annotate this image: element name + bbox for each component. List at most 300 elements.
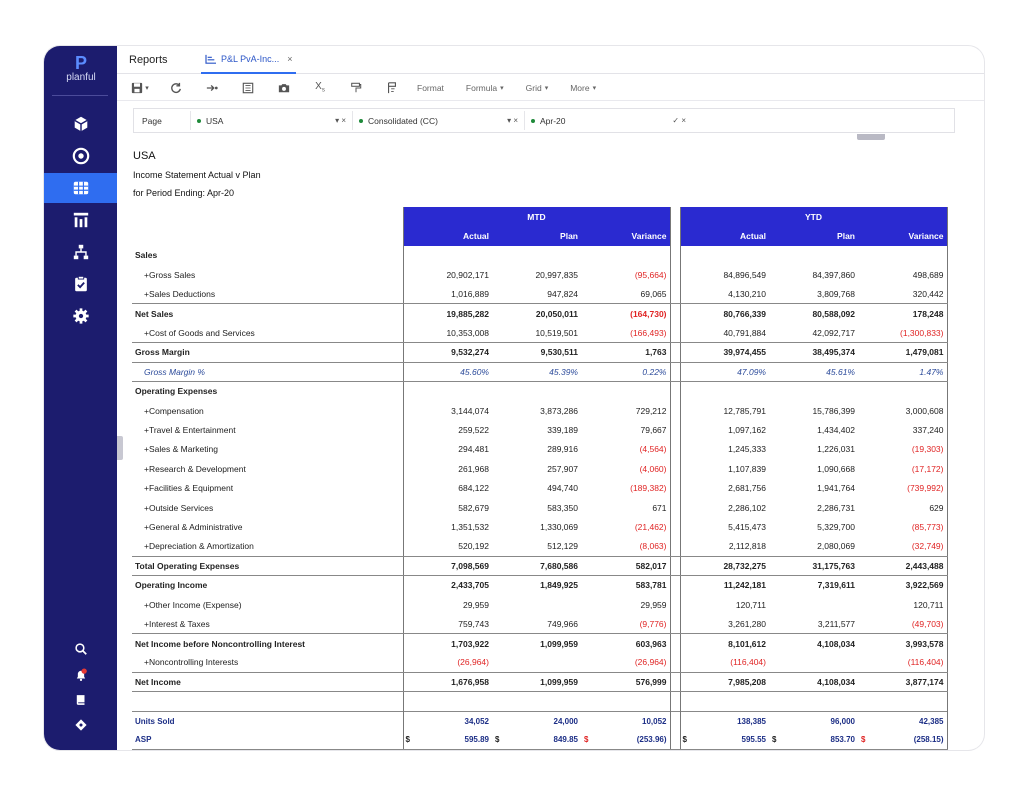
value-cell (492, 517, 581, 536)
cell-value: 629 (929, 502, 944, 513)
value-cell (769, 498, 858, 517)
row-label: +Other Income (Expense) (144, 599, 242, 610)
value-cell (581, 575, 670, 594)
cell-value: 1,434,402 (817, 424, 855, 435)
cell-value: (32,749) (911, 541, 944, 552)
cell-value: 2,433,705 (451, 580, 489, 591)
column-header: Actual (680, 226, 769, 245)
value-cell (769, 323, 858, 342)
cell-value: 2,080,069 (817, 541, 855, 552)
cell-value: 96,000 (830, 716, 855, 726)
book-icon (74, 693, 88, 707)
sidebar-item-dashboards[interactable] (44, 205, 117, 235)
value-cell (680, 246, 769, 265)
value-cell (581, 711, 670, 730)
income-statement-table (132, 207, 948, 750)
row-label: Net Income (132, 672, 403, 691)
insert-button[interactable] (201, 78, 223, 98)
report-entity: USA (133, 150, 156, 162)
cell-value: (116,404) (907, 657, 944, 668)
cell-value: 947,824 (547, 289, 578, 299)
topbar (117, 46, 984, 74)
group-gap (670, 634, 680, 653)
row-label: +Noncontrolling Interests (132, 653, 403, 672)
value-cell (858, 362, 947, 381)
grid-menu[interactable] (526, 83, 549, 93)
value-cell (581, 672, 670, 691)
sidebar-item-reports[interactable] (44, 173, 117, 203)
sidebar-item-target[interactable] (44, 141, 117, 171)
table-row (132, 440, 947, 459)
value-cell (769, 304, 858, 323)
row-label: ASP (132, 731, 403, 750)
value-cell (858, 440, 947, 459)
cell-value: 28,732,275 (723, 560, 766, 571)
value-cell (403, 382, 492, 401)
filter-value: Consolidated (CC) (368, 115, 438, 126)
cell-value: 1,097,162 (728, 424, 766, 435)
value-cell (492, 653, 581, 672)
report-header (133, 150, 261, 206)
value-cell (403, 362, 492, 381)
cell-value: 853.70 (830, 735, 855, 745)
group-gap (670, 653, 680, 672)
value-cell (403, 614, 492, 633)
value-cell (858, 401, 947, 420)
table-row (132, 304, 947, 323)
table-row (132, 459, 947, 478)
spacer-row (132, 692, 947, 711)
grid-icon (72, 179, 90, 197)
value-cell (769, 653, 858, 672)
cell-value: (26,964) (457, 657, 489, 668)
column-header: Actual (403, 226, 492, 245)
cell-value: 595.55 (741, 735, 766, 745)
value-cell (492, 537, 581, 556)
cell-value: 7,680,586 (540, 560, 578, 571)
group-header-mtd: MTD (403, 207, 670, 226)
sidebar (44, 46, 117, 750)
value-cell (769, 711, 858, 730)
bell-icon (74, 668, 88, 682)
cell-value: 20,997,835 (535, 269, 578, 280)
currency-symbol: $ (682, 735, 687, 745)
planful-logo[interactable] (58, 54, 104, 84)
subscript-x: X (315, 81, 322, 93)
value-cell (680, 285, 769, 304)
value-cell (581, 362, 670, 381)
cell-value: 1,763 (645, 347, 667, 358)
cell-value: 759,743 (458, 618, 489, 629)
fit-icon (242, 82, 254, 94)
row-label: +Cost of Goods and Services (132, 323, 403, 342)
cell-value: 12,785,791 (723, 405, 766, 416)
cell-value: 261,968 (458, 463, 489, 474)
status-dot (359, 119, 363, 123)
table-row (132, 731, 947, 750)
cell-value: 1,107,839 (728, 463, 766, 474)
value-cell (680, 382, 769, 401)
cell-value: 339,189 (547, 424, 578, 435)
value-cell (492, 304, 581, 323)
cell-value: 15,786,399 (812, 405, 855, 416)
format-painter-icon (386, 82, 398, 94)
cell-value: (85,773) (911, 521, 944, 532)
value-cell (680, 731, 769, 750)
row-label: +Travel & Entertainment (144, 424, 236, 435)
empty-cell (132, 692, 403, 711)
group-gap (670, 517, 680, 536)
table-row (132, 401, 947, 420)
value-cell (769, 556, 858, 575)
filter-chip-scenario[interactable] (352, 111, 524, 130)
table-row (132, 420, 947, 439)
value-cell (492, 634, 581, 653)
value-cell (581, 265, 670, 284)
value-cell (680, 498, 769, 517)
cell-value: 29,959 (640, 599, 667, 610)
value-cell (858, 459, 947, 478)
cell-value: 3,993,578 (905, 638, 944, 649)
value-cell (858, 498, 947, 517)
cell-value: 4,108,034 (817, 638, 855, 649)
value-cell (492, 498, 581, 517)
cell-value: 120,711 (735, 599, 766, 610)
hierarchy-icon (72, 243, 90, 261)
currency-symbol: $ (495, 735, 500, 745)
filter-controls[interactable]: ▾ × (335, 116, 346, 125)
cell-value: 10,052 (642, 716, 667, 726)
refresh-button[interactable] (165, 78, 187, 98)
formula-label: Formula (465, 82, 498, 93)
cell-value: 583,350 (547, 502, 578, 513)
filter-controls[interactable]: ✓ × (672, 116, 686, 125)
cell-value: 2,112,818 (728, 541, 766, 552)
table-row (132, 382, 947, 401)
group-gap (670, 285, 680, 304)
filter-value: Apr-20 (540, 115, 566, 126)
value-cell (858, 537, 947, 556)
value-cell (403, 595, 492, 614)
cell-value: 2,443,488 (905, 560, 944, 571)
group-gap (670, 420, 680, 439)
cell-value: 79,667 (640, 424, 667, 435)
filter-format-button[interactable] (381, 78, 403, 98)
cell-value: 512,129 (547, 541, 578, 552)
filter-controls[interactable]: ▾ × (507, 116, 518, 125)
group-gap (670, 440, 680, 459)
format-menu[interactable] (417, 83, 444, 93)
value-cell (769, 731, 858, 750)
cell-value: 10,519,501 (535, 327, 578, 338)
row-label: +General & Administrative (144, 521, 243, 532)
cell-value: (4,564) (639, 444, 667, 455)
header-spacer (132, 226, 403, 245)
cell-value: 40,791,884 (723, 327, 766, 338)
value-cell (769, 478, 858, 497)
group-header-ytd: YTD (680, 207, 947, 226)
value-cell (403, 323, 492, 342)
row-label: Net Sales (135, 308, 174, 319)
cell-value: (164,730) (630, 308, 667, 319)
cell-value: 603,963 (635, 638, 667, 649)
subscript-s: s (321, 87, 325, 94)
value-cell (403, 672, 492, 691)
row-label: Sales (135, 250, 158, 261)
cell-value: 1,099,959 (540, 677, 578, 688)
table-row (132, 614, 947, 633)
refresh-icon (170, 82, 182, 94)
snapshot-button[interactable] (273, 78, 295, 98)
toolbar (117, 75, 984, 101)
save-button[interactable] (129, 78, 151, 98)
currency-symbol: $ (584, 735, 589, 745)
cell-value: (9,776) (639, 618, 667, 629)
cell-value: 8,101,612 (728, 638, 766, 649)
empty-cell (680, 692, 769, 711)
gear-icon (72, 307, 90, 325)
value-cell (858, 672, 947, 691)
cell-value: 684,122 (458, 483, 489, 494)
cell-value: (95,664) (634, 269, 667, 280)
value-cell (403, 575, 492, 594)
more-label: More (570, 82, 590, 93)
cell-value: (258.15) (913, 735, 944, 745)
value-cell (769, 440, 858, 459)
cell-value: 494,740 (547, 483, 578, 494)
more-menu[interactable] (570, 83, 596, 93)
value-cell (680, 401, 769, 420)
sidebar-item-tasks[interactable] (44, 269, 117, 299)
cell-value: 1.47% (919, 366, 944, 377)
table-row (132, 265, 947, 284)
value-cell (492, 440, 581, 459)
value-cell (680, 343, 769, 362)
value-cell (403, 285, 492, 304)
value-cell (492, 575, 581, 594)
paint-roller-icon (350, 82, 362, 94)
cell-value: 1,479,081 (905, 347, 944, 358)
value-cell (581, 343, 670, 362)
sidebar-search[interactable] (44, 638, 117, 660)
logo-mark: P (74, 53, 87, 73)
table-row (132, 537, 947, 556)
row-label: +Interest & Taxes (132, 614, 403, 633)
search-icon (74, 642, 88, 656)
row-label: +Outside Services (144, 502, 214, 513)
bar-chart-icon (72, 211, 90, 229)
value-cell (581, 401, 670, 420)
value-cell (769, 595, 858, 614)
cell-value: 45.61% (826, 366, 855, 377)
fit-button[interactable] (237, 78, 259, 98)
cell-value: 337,240 (912, 424, 944, 435)
row-label: Operating Expenses (135, 386, 218, 397)
filter-chip-entity[interactable] (190, 111, 352, 130)
collapse-filter-handle[interactable] (857, 134, 885, 140)
row-label: Total Operating Expenses (132, 556, 403, 575)
column-header: Plan (492, 226, 581, 245)
table-row (132, 595, 947, 614)
cell-value: 5,329,700 (817, 521, 855, 532)
value-cell (769, 401, 858, 420)
chevron-down-icon: ▾ (544, 84, 549, 92)
value-cell (403, 265, 492, 284)
report-tab-icon (205, 54, 217, 64)
cell-value: 42,092,717 (812, 327, 855, 338)
value-cell (680, 634, 769, 653)
value-cell (492, 323, 581, 342)
cell-value: 19,885,282 (446, 308, 489, 319)
empty-cell (858, 692, 947, 711)
cell-value: 9,530,511 (540, 347, 578, 358)
table-row (132, 575, 947, 594)
cell-value: 1,016,889 (451, 289, 489, 299)
cell-value: (166,493) (630, 327, 667, 338)
value-cell (680, 653, 769, 672)
value-cell (858, 285, 947, 304)
group-gap (670, 575, 680, 594)
value-cell (680, 595, 769, 614)
row-label: Operating Income (135, 580, 208, 591)
cell-value: 320,442 (912, 289, 944, 299)
sidebar-help[interactable] (44, 689, 117, 711)
table-row (132, 672, 947, 691)
group-gap (670, 459, 680, 478)
value-cell (769, 265, 858, 284)
value-cell (769, 537, 858, 556)
value-cell (769, 614, 858, 633)
grid-label: Grid (525, 82, 542, 93)
group-gap (670, 304, 680, 323)
cell-value: 520,192 (458, 541, 489, 552)
value-cell (769, 634, 858, 653)
value-cell (403, 420, 492, 439)
value-cell (769, 362, 858, 381)
cell-value: (8,063) (639, 541, 667, 552)
tab-close-icon[interactable]: × (287, 53, 293, 64)
value-cell (581, 478, 670, 497)
clipboard-check-icon (72, 275, 90, 293)
column-header-row (132, 226, 947, 245)
group-gap (670, 323, 680, 342)
group-gap (670, 207, 680, 226)
row-label: +Compensation (144, 405, 204, 416)
cell-value: 10,353,008 (446, 327, 489, 338)
formula-menu[interactable] (466, 83, 504, 93)
cell-value: 3,000,608 (905, 405, 944, 416)
cell-value: 1,226,031 (817, 444, 855, 455)
value-cell (858, 634, 947, 653)
group-gap (670, 478, 680, 497)
sidebar-item-settings[interactable] (44, 301, 117, 331)
value-cell (680, 556, 769, 575)
cell-value: 3,809,768 (817, 289, 855, 299)
cell-value: 2,286,731 (817, 502, 855, 513)
value-cell (858, 420, 947, 439)
cell-value: (21,462) (634, 521, 667, 532)
tab-pl-pva[interactable] (201, 46, 296, 74)
header-spacer (132, 207, 403, 226)
value-cell (680, 420, 769, 439)
camera-icon (278, 82, 290, 94)
value-cell (403, 478, 492, 497)
paint-button[interactable] (345, 78, 367, 98)
cell-value: (1,300,833) (900, 327, 944, 338)
cell-value: 80,766,339 (723, 308, 766, 319)
cell-value: 729,212 (635, 405, 667, 416)
value-cell (858, 323, 947, 342)
row-label: +Facilities & Equipment (144, 483, 234, 494)
sidebar-resize-handle[interactable] (117, 436, 123, 460)
cell-value: 34,052 (464, 716, 489, 726)
sidebar-item-hierarchy[interactable] (44, 237, 117, 267)
cell-value: 849.85 (553, 735, 578, 745)
cube-icon (72, 115, 90, 133)
cell-value: 671 (652, 502, 667, 513)
page-title: Reports (129, 53, 168, 66)
cell-value: (17,172) (911, 463, 944, 474)
value-cell (680, 614, 769, 633)
page-filter-bar (133, 108, 955, 133)
value-cell (492, 731, 581, 750)
table-row (132, 285, 947, 304)
cell-value: 45.60% (460, 366, 489, 377)
cell-value: 1,330,069 (540, 521, 578, 532)
sidebar-item-cube[interactable] (44, 109, 117, 139)
value-cell (680, 478, 769, 497)
cell-value: 3,144,074 (451, 405, 489, 416)
subscript-button[interactable] (309, 78, 331, 98)
cell-value: (26,964) (634, 657, 667, 668)
cell-value: 595.89 (464, 735, 489, 745)
value-cell (680, 672, 769, 691)
cell-value: 583,781 (635, 580, 667, 591)
sidebar-explore[interactable] (44, 714, 117, 736)
value-cell (769, 575, 858, 594)
value-cell (769, 517, 858, 536)
cell-value: 3,261,280 (728, 618, 766, 629)
cell-value: 24,000 (553, 716, 578, 726)
value-cell (680, 575, 769, 594)
cell-value: 42,385 (919, 716, 944, 726)
group-gap (670, 614, 680, 633)
value-cell (403, 556, 492, 575)
cell-value: 4,108,034 (817, 677, 855, 688)
value-cell (403, 440, 492, 459)
value-cell (769, 420, 858, 439)
row-label: Net Income before Noncontrolling Interest (135, 638, 306, 649)
cell-value: 45.39% (549, 366, 578, 377)
value-cell (492, 265, 581, 284)
cell-value: 3,877,174 (905, 677, 944, 688)
sidebar-notifications[interactable] (44, 664, 117, 686)
cell-value: 2,286,102 (728, 502, 766, 513)
table-row (132, 246, 947, 265)
value-cell (403, 304, 492, 323)
cell-value: 7,319,611 (817, 580, 855, 591)
filter-chip-period[interactable] (524, 111, 692, 130)
cell-value: 259,522 (458, 424, 489, 435)
subscript-icon (315, 81, 325, 94)
value-cell (581, 634, 670, 653)
value-cell (581, 420, 670, 439)
cell-value: 749,966 (547, 618, 578, 629)
cell-value: 1,941,764 (817, 483, 855, 494)
cell-value: 1,849,925 (540, 580, 578, 591)
cell-value: (739,992) (907, 483, 944, 494)
cell-value: 3,873,286 (540, 405, 578, 416)
